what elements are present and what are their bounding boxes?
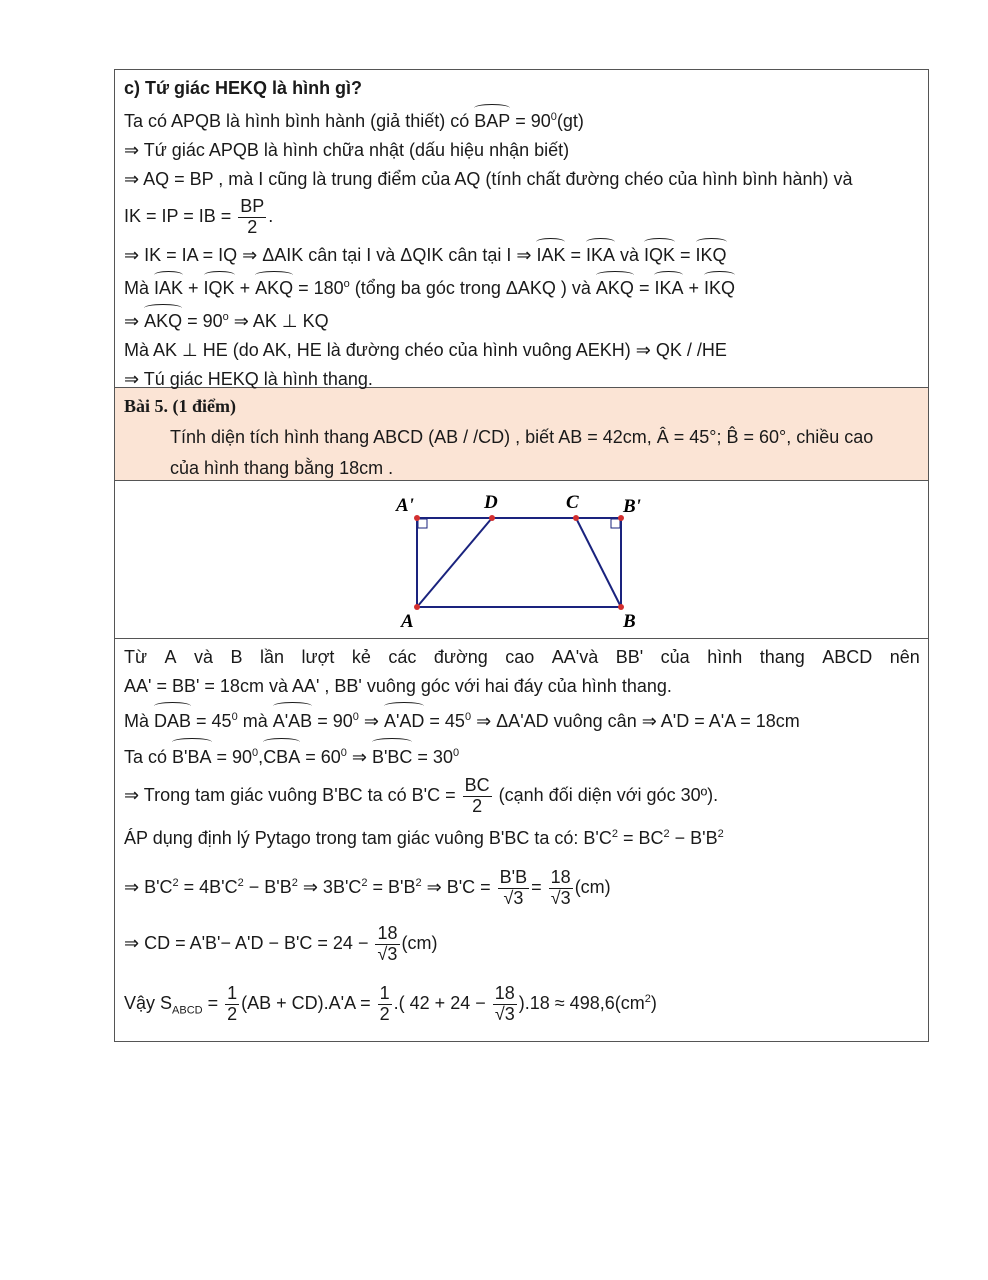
word: nên — [889, 647, 920, 667]
angle: A'AB — [273, 702, 312, 737]
angle: AKQ — [255, 271, 293, 303]
point-c — [573, 515, 579, 521]
word: kẻ — [351, 647, 371, 667]
right-angle-mark-b-prime — [611, 519, 620, 528]
superscript: o — [343, 278, 350, 290]
solution-line-4 — [124, 737, 920, 773]
numerator: 1 — [379, 982, 390, 1003]
label-d: D — [484, 492, 498, 513]
text: = — [531, 877, 542, 897]
problem-title: Bài 5. (1 điểm) — [124, 396, 236, 416]
superscript: 2 — [361, 877, 368, 889]
solution-line-8 — [124, 915, 920, 971]
word: cao — [505, 647, 535, 667]
superscript: 2 — [644, 993, 651, 1005]
text: + — [183, 278, 204, 298]
angle: B'BC — [372, 738, 412, 773]
text: mà — [237, 711, 273, 731]
angle: IKA — [654, 271, 683, 303]
text: = 30 — [412, 747, 453, 767]
numerator: 18 — [494, 982, 515, 1003]
word: Từ — [124, 647, 148, 667]
fraction — [463, 776, 492, 817]
angle: IQK — [644, 238, 675, 270]
text: − B'B — [243, 877, 292, 897]
text: = 180 — [293, 278, 344, 298]
denominator: 2 — [472, 795, 483, 816]
text: Ta có APQB là hình bình hành (giả thiết) có — [124, 111, 475, 131]
fraction — [498, 868, 529, 909]
solution-line-9 — [124, 971, 920, 1039]
text: ÁP dụng định lý Pytago trong tam giác vuông B'BC ta có: B'C — [124, 828, 612, 848]
superscript: 0 — [452, 747, 460, 759]
numerator: 18 — [550, 866, 571, 887]
word: AA'và — [551, 647, 599, 667]
superscript: 2 — [172, 877, 179, 889]
text: + — [683, 278, 704, 298]
text: (gt) — [556, 111, 584, 131]
denominator: √3 — [503, 887, 524, 908]
trapezoid-figure — [115, 481, 926, 639]
part-c-line-5 — [124, 238, 920, 270]
numerator: BC — [464, 774, 490, 795]
angle: AKQ — [596, 271, 634, 303]
angle: IAK — [536, 238, 565, 270]
text: = 90 — [312, 711, 353, 731]
superscript: 0 — [252, 747, 259, 759]
text: ).18 ≈ 498,6(cm — [518, 993, 645, 1013]
text: (tổng ba góc trong ΔAKQ ) và — [349, 278, 596, 298]
label-a-prime: A' — [396, 495, 414, 516]
text: (AB + CD).A'A = — [241, 993, 371, 1013]
text: ⇒ — [124, 311, 145, 331]
problem-text-2: của hình thang bằng 18cm . — [170, 458, 394, 478]
subscript: ABCD — [172, 1004, 203, 1017]
text: = — [202, 993, 219, 1013]
text: = — [675, 245, 696, 265]
angle: BAP — [474, 104, 510, 136]
numerator: B'B — [499, 866, 528, 887]
text: ⇒ ΔA'AD vuông cân ⇒ A'D = A'A = 18cm — [471, 711, 800, 731]
text: = 90 — [211, 747, 253, 767]
superscript: 0 — [352, 711, 359, 723]
text: − B'B — [669, 828, 718, 848]
denominator: √3 — [550, 887, 571, 908]
word: và — [194, 647, 214, 667]
text: = 60 — [300, 747, 341, 767]
problem-text-1: Tính diện tích hình thang ABCD (AB / /CD) , biết AB = 42cm, Â = 45°; B̂ = 60°, chiều cao — [170, 427, 874, 447]
superscript: 2 — [291, 877, 298, 889]
word: đường — [433, 647, 488, 667]
superscript: 2 — [415, 877, 422, 889]
point-d — [489, 515, 495, 521]
part-c-line-2: ⇒ Tứ giác APQB là hình chữa nhật (dấu hiệu nhận biết) — [124, 140, 570, 160]
angle: IKQ — [704, 271, 735, 303]
point-b — [618, 604, 624, 610]
point-a-prime — [414, 515, 420, 521]
text: Mà — [124, 711, 155, 731]
text: ⇒ B'C — [124, 877, 173, 897]
part-c-line-3: ⇒ AQ = BP , mà I cũng là trung điểm của AQ (tính chất đường chéo của hình bình hành) và — [124, 169, 853, 189]
angle: IAK — [154, 271, 183, 303]
solution-line-7 — [124, 855, 920, 915]
text: ⇒ CD = A'B'− A'D − B'C = 24 − — [124, 933, 369, 953]
text: = B'B — [367, 877, 416, 897]
fraction — [493, 984, 517, 1025]
text: ⇒ IK = IA = IQ ⇒ ΔAIK cân tại I và ΔQIK cân tại I ⇒ — [124, 245, 537, 265]
denominator: 2 — [227, 1003, 238, 1024]
label-b: B — [623, 611, 636, 632]
word: lượt — [301, 647, 335, 667]
text: ⇒ AK ⊥ KQ — [228, 311, 329, 331]
superscript: 2 — [717, 828, 724, 840]
fraction — [378, 984, 392, 1025]
word: lần — [260, 647, 285, 667]
superscript: 2 — [663, 828, 670, 840]
angle: A'AD — [384, 702, 424, 737]
text: Vậy S — [124, 993, 173, 1013]
text: ⇒ 3B'C — [297, 877, 362, 897]
text: = 45 — [424, 711, 465, 731]
text: = — [565, 245, 586, 265]
right-angle-mark-a-prime — [418, 519, 427, 528]
part-c-heading: c) Tứ giác HEKQ là hình gì? — [124, 78, 363, 98]
word: các — [388, 647, 417, 667]
angle: IKQ — [696, 238, 727, 270]
figure-section — [115, 481, 928, 639]
solution-line-6 — [124, 817, 920, 855]
text: , — [258, 747, 264, 767]
superscript: o — [222, 311, 229, 323]
superscript: 2 — [611, 828, 618, 840]
part-c-line-6 — [124, 270, 920, 303]
solution-line-2: AA' = BB' = 18cm và AA' , BB' vuông góc với hai đáy của hình thang. — [124, 676, 672, 696]
word: B — [230, 647, 243, 667]
text: .( 42 + 24 − — [393, 993, 486, 1013]
numerator: 18 — [377, 922, 398, 943]
problem-section — [115, 388, 928, 481]
fraction — [549, 868, 573, 909]
text: + — [234, 278, 256, 298]
text: (cm) — [401, 933, 438, 953]
text: = 90 — [510, 111, 551, 131]
text: (cạnh đối diện với góc 30º). — [493, 785, 719, 805]
point-a — [414, 604, 420, 610]
angle: CBA — [263, 738, 300, 773]
text: IK = IP = IB = — [124, 206, 232, 226]
word: BB' — [615, 647, 644, 667]
text: ) — [650, 993, 657, 1013]
label-a: A — [401, 611, 414, 632]
denominator: √3 — [377, 943, 398, 964]
denominator: 2 — [379, 1003, 390, 1024]
text: và — [615, 245, 645, 265]
word: của — [660, 647, 690, 667]
text: = 4B'C — [178, 877, 238, 897]
denominator: 2 — [247, 216, 258, 237]
text: = 45 — [191, 711, 232, 731]
fraction — [238, 197, 266, 238]
text: = 90 — [182, 311, 223, 331]
segment-bc — [576, 518, 621, 607]
text: (cm) — [574, 877, 611, 897]
part-c-line-8: Mà AK ⊥ HE (do AK, HE là đường chéo của hình vuông AEKH) ⇒ QK / /HE — [124, 340, 727, 360]
text: = BC — [617, 828, 664, 848]
solution-line-5 — [124, 773, 920, 817]
fraction — [375, 924, 399, 965]
fraction — [225, 984, 239, 1025]
segment-ad — [417, 518, 492, 607]
solution-section — [115, 639, 928, 1041]
document-table — [114, 69, 929, 1042]
solution-line-1 — [124, 643, 920, 672]
denominator: √3 — [494, 1003, 515, 1024]
label-c: C — [566, 492, 579, 513]
solution-line-3 — [124, 701, 920, 737]
text: ⇒ Trong tam giác vuông B'BC ta có B'C = — [124, 785, 456, 805]
text: ⇒ — [346, 747, 372, 767]
word: thang — [759, 647, 805, 667]
part-c-section — [115, 70, 928, 388]
superscript: 0 — [340, 747, 347, 759]
superscript: 0 — [550, 111, 557, 123]
text: ⇒ B'C = — [421, 877, 491, 897]
text: . — [268, 206, 274, 226]
part-c-line-9: ⇒ Tú giác HEKQ là hình thang. — [124, 369, 373, 389]
superscript: 0 — [231, 711, 238, 723]
superscript: 2 — [237, 877, 244, 889]
angle: B'BA — [172, 738, 211, 773]
word: ABCD — [822, 647, 873, 667]
part-c-line-7 — [124, 303, 920, 336]
text: = — [633, 278, 655, 298]
angle: AKQ — [144, 304, 182, 336]
numerator: 1 — [227, 982, 238, 1003]
word: hình — [707, 647, 743, 667]
superscript: 0 — [464, 711, 472, 723]
part-c-line-1 — [124, 103, 920, 136]
text: ⇒ — [358, 711, 384, 731]
text: Mà — [124, 278, 155, 298]
part-c-line-4 — [124, 194, 920, 238]
angle: DAB — [154, 702, 191, 737]
angle: IQK — [204, 271, 235, 303]
word: A — [164, 647, 177, 667]
numerator: BP — [240, 195, 265, 216]
label-b-prime: B' — [623, 496, 641, 517]
text: Ta có — [124, 747, 173, 767]
angle: IKA — [586, 238, 615, 270]
